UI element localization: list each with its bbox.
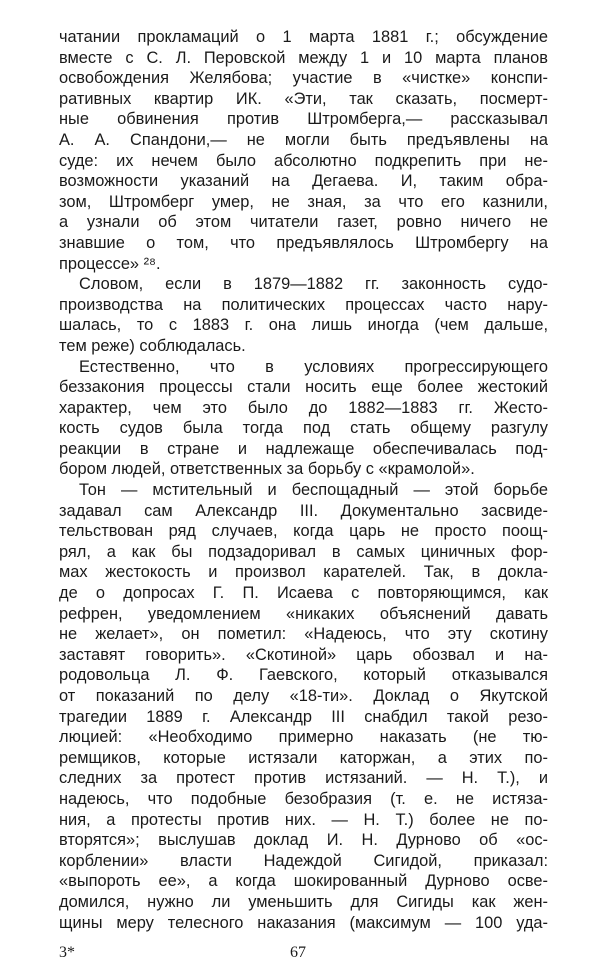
text-line: беззакония процессы стали носить еще более жестокий [59, 378, 548, 397]
text-line: трагедии 1889 г. Александр III снабдил такой резо- [59, 707, 548, 726]
text-line: корблении» власти Надеждой Сигидой, приказал: [59, 851, 548, 870]
text-line: де о допросах Г. П. Исаева с повторяющимся, как [59, 584, 548, 603]
text-line: ные обвинения против Штромберга,— рассказывал [59, 110, 548, 129]
text-line: освобождения Желябова; участие в «чистке» конспи- [59, 69, 548, 88]
text-line: щины меру телесного наказания (максимум — 100 уда- [59, 913, 548, 932]
text-line: родовольца Л. Ф. Гаевского, который отказывался [59, 666, 548, 685]
text-line: рял, а как бы подзадоривал в самых циничных фор- [59, 542, 548, 561]
text-line: от показаний по делу «18-ти». Доклад о Якутской [59, 687, 548, 705]
text-line: «выпороть ее», а когда шокированный Дурново осве- [59, 872, 548, 891]
page-body-text [59, 27, 548, 933]
text-line: характер, чем это было до 1882—1883 гг. Жесто- [59, 398, 548, 417]
text-line: возможности указаний на Дегаева. И, таким обра- [59, 172, 548, 191]
text-line: вместе с С. Л. Перовской между 1 и 10 марта планов [59, 48, 548, 67]
text-line: чатании прокламаций о 1 марта 1881 г.; обсуждение [59, 28, 548, 46]
text-line: шалась, то с 1883 г. она лишь иногда (чем дальше, [59, 316, 548, 335]
text-line: производства на политических процессах часто нару- [59, 295, 548, 314]
text-line: рефрен, уведомлением «никаких объяснений давать [59, 604, 548, 623]
text-line: заставят говорить». «Скотиной» царь обозвал и на- [59, 645, 548, 664]
text-line: суде: их нечем было абсолютно подкрепить при не- [59, 151, 548, 170]
text-line: не желает», он пометил: «Надеюсь, что эту скотину [59, 625, 548, 644]
text-line: надеюсь, что подобные безобразия (т. е. не истяза- [59, 789, 548, 808]
text-line: знавшие о том, что предъявлялось Штромбергу на [59, 233, 548, 252]
text-line: вторятся»; выслушав доклад И. Н. Дурново об «ос- [59, 831, 548, 850]
text-line: тем реже) соблюдалась. [59, 336, 246, 355]
text-line: Тон — мстительный и беспощадный — этой борьбе [79, 481, 548, 500]
text-line: Естественно, что в условиях прогрессирующего [79, 357, 548, 376]
text-line: следних за протест против истязаний. — Н. Т.), и [59, 769, 548, 788]
text-line: реакции в стране и надлежаще обеспечивалась под- [59, 439, 548, 458]
text-line: кость судов была тогда под стать общему разгулу [59, 419, 548, 438]
text-line: ния, а протесты против них. — Н. Т.) более не по- [59, 810, 548, 829]
text-line: задавал сам Александр III. Документально засвиде- [59, 501, 548, 520]
text-line: бором людей, ответственных за борьбу с «крамолой». [59, 460, 475, 479]
page-number: 67 [290, 944, 306, 961]
text-line: Словом, если в 1879—1882 гг. законность судо- [79, 275, 548, 294]
text-line: а узнали об этом читатели газет, ровно ничего не [59, 213, 548, 232]
text-line: ремщиков, которые истязали каторжан, а этих по- [59, 748, 548, 767]
text-line: тельствован ряд случаев, когда царь не просто поощ- [59, 522, 548, 541]
text-line: процессе» ²⁸. [59, 254, 161, 273]
text-line: ративных квартир ИК. «Эти, так сказать, посмерт- [59, 89, 548, 108]
text-line: А. А. Спандони,— не могли быть предъявлены на [59, 130, 548, 149]
printer-signature-mark: 3* [59, 944, 75, 961]
text-line: мах жестокость и произвол карателей. Так, в докла- [59, 563, 548, 582]
text-line: зом, Штромберг умер, не зная, за что его казнили, [59, 192, 548, 211]
text-line: люцией: «Необходимо примерно наказать (не тю- [59, 728, 548, 747]
text-line: домился, нужно ли уменьшить для Сигиды как жен- [59, 892, 548, 911]
